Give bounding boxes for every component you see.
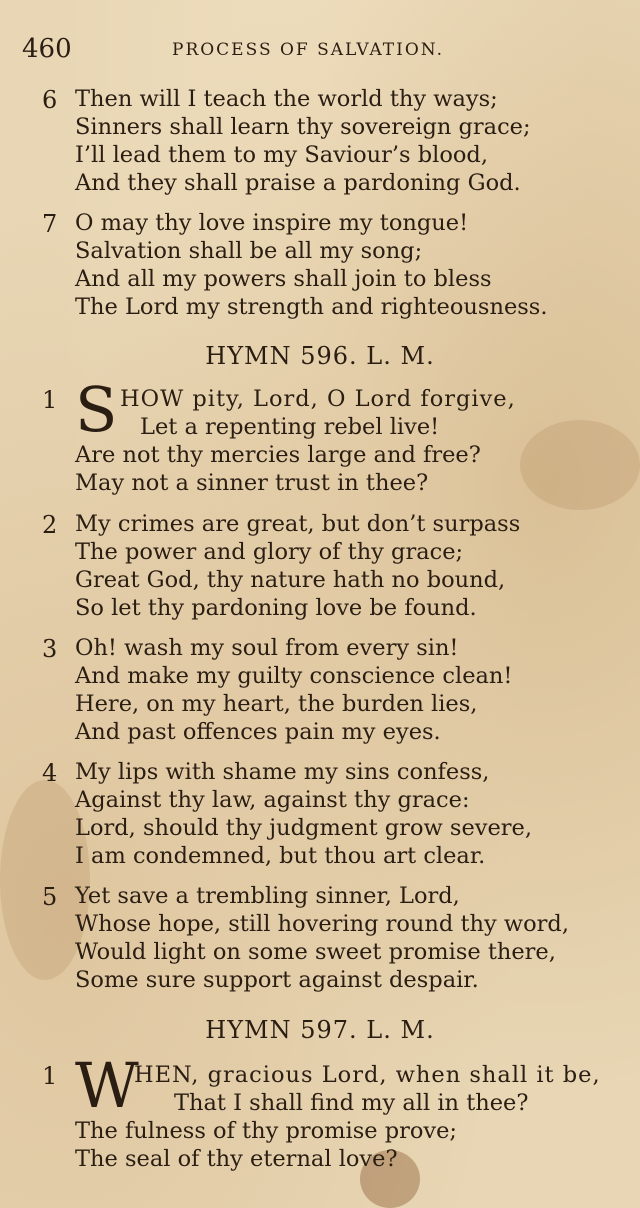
verse-line: HOW pity, Lord, O Lord forgive, bbox=[120, 386, 516, 412]
stanza-number: 5 bbox=[42, 883, 58, 911]
drop-cap: S bbox=[75, 373, 118, 446]
verse-line: Oh! wash my soul from every sin! bbox=[75, 635, 459, 661]
verse-line: Then will I teach the world thy ways; bbox=[75, 86, 498, 112]
running-head: PROCESS OF SALVATION. bbox=[172, 40, 444, 60]
verse-line: Here, on my heart, the burden lies, bbox=[75, 691, 478, 717]
verse-line: The Lord my strength and righteousness. bbox=[75, 294, 548, 320]
page-number: 460 bbox=[22, 34, 72, 64]
verse-line: O may thy love inspire my tongue! bbox=[75, 210, 469, 236]
verse-line: And make my guilty conscience clean! bbox=[75, 663, 513, 689]
hymn-heading: HYMN 597. L. M. bbox=[205, 1016, 435, 1044]
stanza-number: 1 bbox=[42, 1062, 58, 1090]
verse-line: That I shall find my all in thee? bbox=[174, 1090, 529, 1116]
verse-line: Against thy law, against thy grace: bbox=[75, 787, 470, 813]
verse-line: Yet save a trembling sinner, Lord, bbox=[75, 883, 460, 909]
verse-line: The power and glory of thy grace; bbox=[75, 539, 464, 565]
stanza-number: 3 bbox=[42, 635, 58, 663]
verse-line: Whose hope, still hovering round thy word, bbox=[75, 911, 569, 937]
page-header bbox=[22, 34, 618, 64]
verse-line: Salvation shall be all my song; bbox=[75, 238, 423, 264]
verse-line: My crimes are great, but don’t surpass bbox=[75, 511, 521, 537]
verse-line: Lord, should thy judgment grow severe, bbox=[75, 815, 533, 841]
verse-line: I’ll lead them to my Saviour’s blood, bbox=[75, 142, 488, 168]
stanza-number: 4 bbox=[42, 759, 58, 787]
verse-line: And past offences pain my eyes. bbox=[75, 719, 441, 745]
stanza-number: 7 bbox=[42, 210, 58, 238]
verse-line: I am condemned, but thou art clear. bbox=[75, 843, 486, 869]
drop-cap: W bbox=[75, 1049, 139, 1122]
verse-line: HEN, gracious Lord, when shall it be, bbox=[134, 1062, 601, 1088]
verse-line: Are not thy mercies large and free? bbox=[75, 442, 481, 468]
verse-line: The seal of thy eternal love? bbox=[75, 1146, 398, 1172]
verse-line: My lips with shame my sins confess, bbox=[75, 759, 490, 785]
verse-line: And all my powers shall join to bless bbox=[75, 266, 492, 292]
verse-line: Sinners shall learn thy sovereign grace; bbox=[75, 114, 531, 140]
stanza-number: 2 bbox=[42, 511, 58, 539]
verse-line: The fulness of thy promise prove; bbox=[75, 1118, 458, 1144]
verse-line: Great God, thy nature hath no bound, bbox=[75, 567, 506, 593]
stanza-number: 6 bbox=[42, 86, 58, 114]
hymn-heading: HYMN 596. L. M. bbox=[205, 342, 435, 370]
verse-line: May not a sinner trust in thee? bbox=[75, 470, 429, 496]
paper-stain bbox=[520, 420, 640, 510]
verse-line: And they shall praise a pardoning God. bbox=[75, 170, 521, 196]
verse-line: Some sure support against despair. bbox=[75, 967, 479, 993]
stanza-number: 1 bbox=[42, 386, 58, 414]
verse-line: Would light on some sweet promise there, bbox=[75, 939, 556, 965]
verse-line: So let thy pardoning love be found. bbox=[75, 595, 477, 621]
verse-line: Let a repenting rebel live! bbox=[140, 414, 440, 440]
